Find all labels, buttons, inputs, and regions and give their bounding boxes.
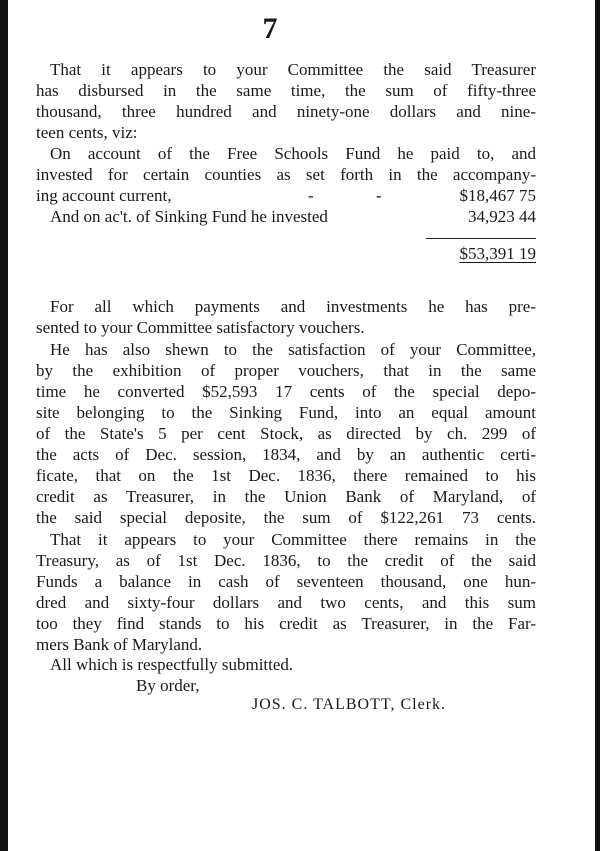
text-line: teen cents, viz: (36, 123, 138, 142)
text-line: time he converted $52,593 17 cents of the special depo- (36, 382, 536, 401)
text-line: invested for certain counties as set forth in the accompany- (36, 165, 536, 184)
sum-rule (426, 238, 536, 239)
text-line: ficate, that on the 1st Dec. 1836, there remained to his (36, 466, 536, 485)
closing-line: All which is respectfully submitted. (50, 655, 294, 674)
text-line: has disbursed in the same time, the sum of fifty-three (36, 81, 536, 100)
text-line: For all which payments and investments he has pre- (50, 297, 536, 316)
text-line: That it appears to your Committee there remains in the (50, 530, 536, 549)
text-line: sented to your Committee satisfactory vouchers. (36, 318, 365, 337)
document-page (36, 0, 536, 851)
text-line: On account of the Free Schools Fund he paid to, and (50, 144, 536, 163)
text-line: site belonging to the Sinking Fund, into an equal amount (36, 403, 536, 422)
text-line: the said special deposite, the sum of $122,261 73 cents. (36, 508, 536, 527)
text-line: He has also shewn to the satisfaction of your Committee, (50, 340, 536, 359)
account-amount: $18,467 75 (459, 186, 536, 205)
signature-line: JOS. C. TALBOTT, Clerk. (252, 696, 447, 713)
by-order-line: By order, (136, 676, 200, 695)
text-line: thousand, three hundred and ninety-one dollars and nine- (36, 102, 536, 121)
account-label: ing account current, (36, 186, 172, 205)
account-label: And on ac't. of Sinking Fund he invested (50, 207, 328, 226)
account-amount: 34,923 44 (468, 207, 536, 226)
text-line: Treasury, as of 1st Dec. 1836, to the credit of the said (36, 551, 536, 570)
scan-right-edge (595, 0, 600, 851)
text-line: by the exhibition of proper vouchers, that in the same (36, 361, 536, 380)
text-line: Funds a balance in cash of seventeen thousand, one hun- (36, 572, 536, 591)
page-number: 7 (262, 12, 278, 45)
text-line: credit as Treasurer, in the Union Bank of Maryland, of (36, 487, 536, 506)
text-line: of the State's 5 per cent Stock, as directed by ch. 299 of (36, 424, 536, 443)
text-line: mers Bank of Maryland. (36, 635, 203, 654)
text-line: dred and sixty-four dollars and two cents, and this sum (36, 593, 536, 612)
leader-dash: - (376, 186, 382, 205)
text-line: too they find stands to his credit as Treasurer, in the Far- (36, 614, 536, 633)
leader-dash: - (308, 186, 314, 205)
text-line: the acts of Dec. session, 1834, and by an authentic certi- (36, 445, 536, 464)
text-line: That it appears to your Committee the said Treasurer (50, 60, 536, 79)
scan-left-edge (0, 0, 8, 851)
account-total: $53,391 19 (459, 244, 536, 263)
